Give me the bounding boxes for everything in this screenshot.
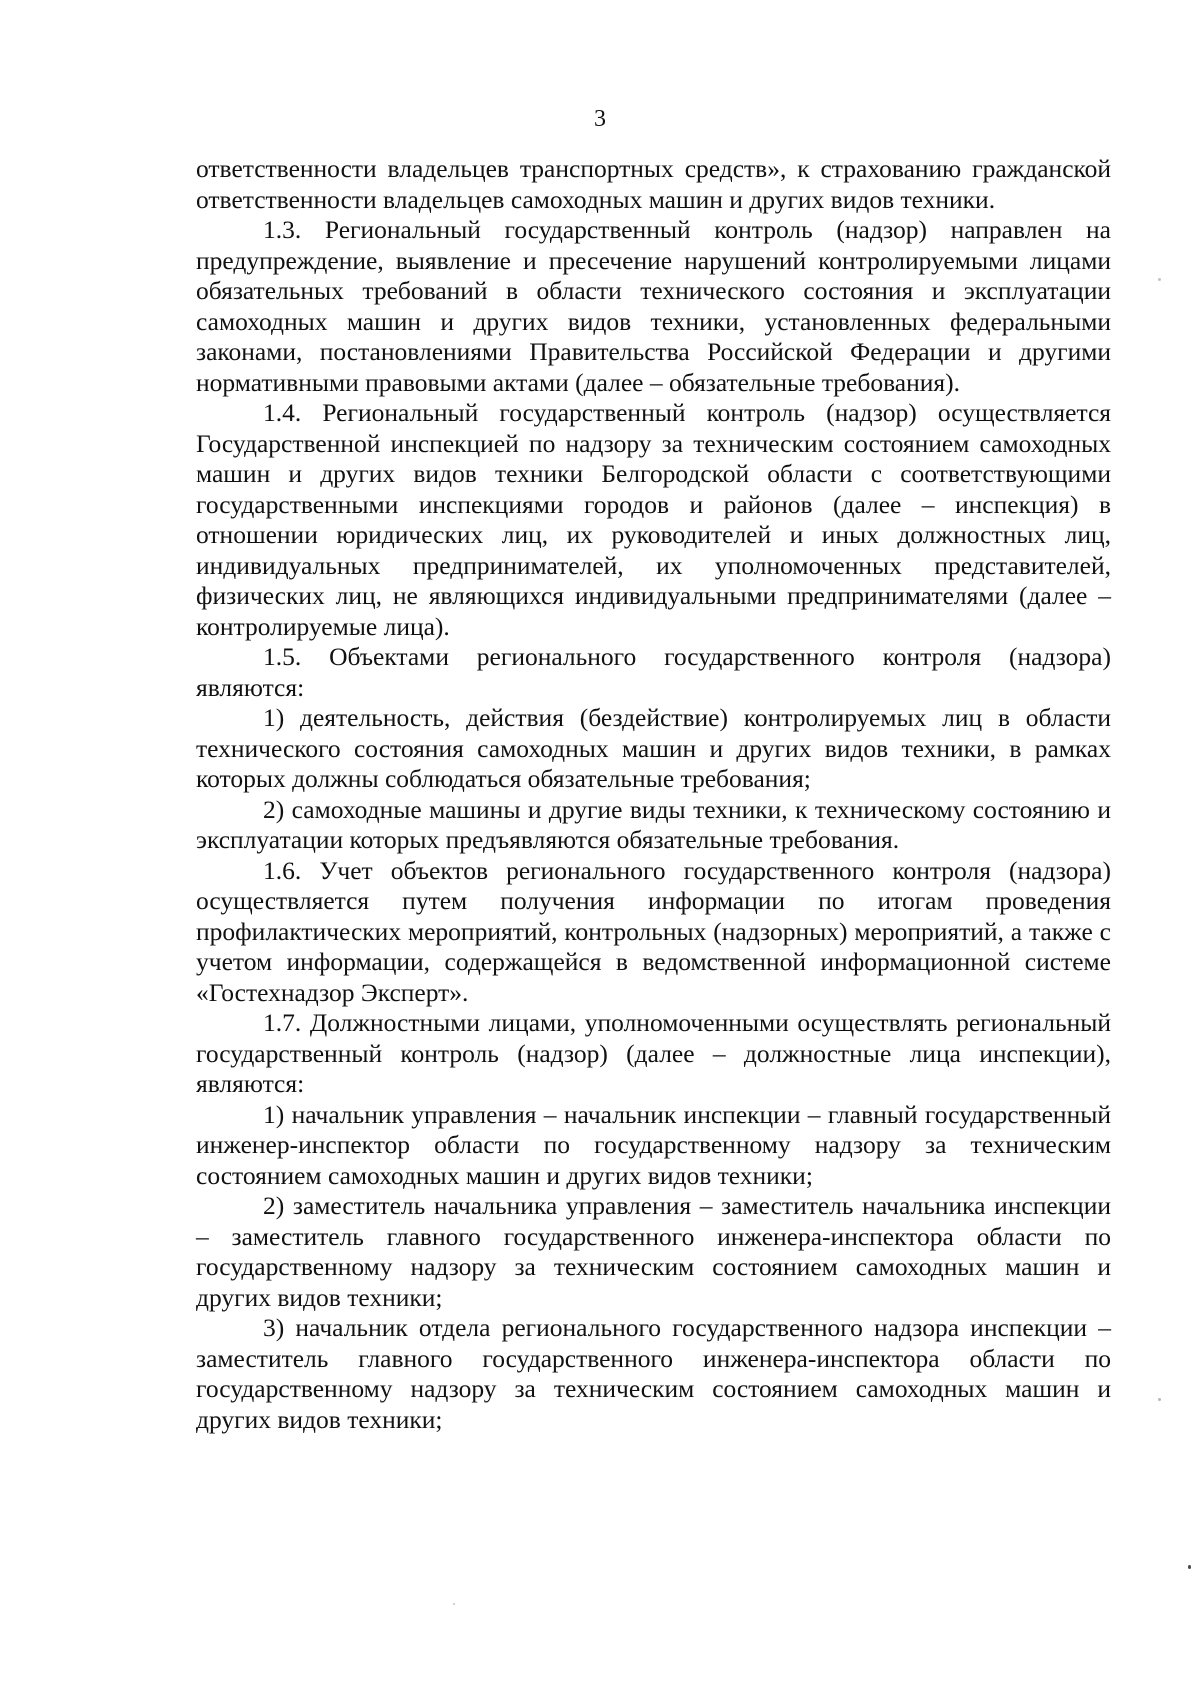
list-item-1-7-3: 3) начальник отдела регионального государственного надзора инспекции – заместитель главного государственного инженера-инспектора области по государственному надзору за техническим состоянием самоходных машин и других видов техники; xyxy=(196,1313,1111,1434)
scan-speck xyxy=(1158,278,1161,281)
paragraph-continuation: ответственности владельцев транспортных средств», к страхованию гражданской ответственности владельцев самоходных машин и других видов техники. xyxy=(196,154,1111,214)
scan-speck xyxy=(1158,1398,1161,1401)
scan-speck xyxy=(1188,1565,1191,1569)
list-item-1-7-2: 2) заместитель начальника управления – заместитель начальника инспекции – заместитель главного государственного инженера-инспектора области по государственному надзору за техническим состоянием самоходных машин и других видов техники; xyxy=(196,1191,1111,1312)
paragraph-1-4: 1.4. Региональный государственный контроль (надзор) осуществляется Государственной инспекцией по надзору за техническим состоянием самоходных машин и других видов техники Белгородской области с соответствующими государственными инспекциями городов и районов (далее – инспекция) в отношении юридических лиц, их руководителей и иных должностных лиц, индивидуальных предпринимателей, их уполномоченных представителей, физических лиц, не являющихся индивидуальными предпринимателями (далее – контролируемые лица). xyxy=(196,398,1111,641)
list-item-1-5-1: 1) деятельность, действия (бездействие) контролируемых лиц в области технического состояния самоходных машин и других видов техники, в рамках которых должны соблюдаться обязательные требования; xyxy=(196,703,1111,793)
paragraph-1-3: 1.3. Региональный государственный контроль (надзор) направлен на предупреждение, выявление и пресечение нарушений контролируемыми лицами обязательных требований в области технического состояния и эксплуатации самоходных машин и других видов техники, установленных федеральными законами, постановлениями Правительства Российской Федерации и другими нормативными правовыми актами (далее – обязательные требования). xyxy=(196,215,1111,397)
page-number: 3 xyxy=(594,106,606,132)
list-item-1-7-1: 1) начальник управления – начальник инспекции – главный государственный инженер-инспектор области по государственному надзору за техническим состоянием самоходных машин и других видов техники; xyxy=(196,1099,1111,1190)
scan-speck xyxy=(453,1603,455,1605)
paragraph-1-5: 1.5. Объектами регионального государственного контроля (надзора) являются: xyxy=(196,642,1111,702)
document-body xyxy=(196,154,1111,1435)
list-item-1-5-2: 2) самоходные машины и другие виды техники, к техническому состоянию и эксплуатации которых предъявляются обязательные требования. xyxy=(196,794,1111,854)
paragraph-1-6: 1.6. Учет объектов регионального государственного контроля (надзора) осуществляется путем получения информации по итогам проведения профилактических мероприятий, контрольных (надзорных) мероприятий, а также с учетом информации, содержащейся в ведомственной информационной системе «Гостехнадзор Эксперт». xyxy=(196,855,1111,1007)
paragraph-1-7: 1.7. Должностными лицами, уполномоченными осуществлять региональный государственный контроль (надзор) (далее – должностные лица инспекции), являются: xyxy=(196,1008,1111,1098)
